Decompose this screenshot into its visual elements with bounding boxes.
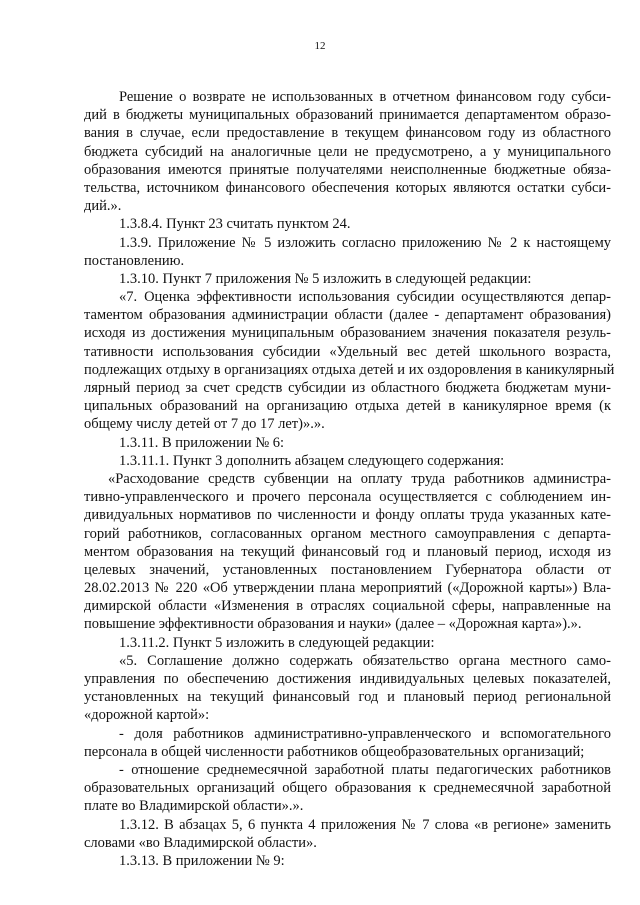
text-line: целевых значений, установленных постановлением Губернатора области от xyxy=(84,561,611,578)
text-line: исходя из достижения муниципальным образованием значения показателя резуль- xyxy=(84,325,611,342)
text-line: 1.3.13. В приложении № 9: xyxy=(119,852,285,869)
document-body xyxy=(84,88,615,870)
text-line: дий.». xyxy=(84,198,122,215)
text-line: тативности использования субсидии «Удельный вес детей школьного возраста, xyxy=(84,343,611,360)
text-line: димирской области «Изменения в отраслях социальной сферы, направленные на xyxy=(84,598,611,615)
text-line: бюджета субсидий на аналогичные цели не предусмотрено, а у муниципального xyxy=(84,143,611,160)
text-line: образования имеются принятые получателями неисполненные бюджетные обяза- xyxy=(84,161,611,178)
text-line: 1.3.8.4. Пункт 23 считать пунктом 24. xyxy=(119,216,351,233)
text-line: «7. Оценка эффективности использования субсидии осуществляются депар- xyxy=(119,289,611,306)
text-line: вания в случае, если предоставление в текущем финансовом году из областного xyxy=(84,125,611,142)
text-line: постановлению. xyxy=(84,252,185,269)
text-line: 1.3.12. В абзацах 5, 6 пункта 4 приложения № 7 слова «в регионе» заменить xyxy=(119,816,611,833)
text-line: «5. Соглашение должно содержать обязательство органа местного само- xyxy=(119,652,611,669)
text-line: 1.3.11.1. Пункт 3 дополнить абзацем следующего содержания: xyxy=(119,452,505,469)
text-line: 1.3.10. Пункт 7 приложения № 5 изложить в следующей редакции: xyxy=(119,270,532,287)
text-line: установленных на текущий финансовый год и плановый период региональной xyxy=(84,689,611,706)
text-line: образовательных организаций общего образования к среднемесячной заработной xyxy=(84,780,611,797)
text-line: Решение о возврате не использованных в отчетном финансовом году субси- xyxy=(119,89,611,105)
text-line: тельства, источником финансового обеспечения которых являются остатки субси- xyxy=(84,179,611,196)
text-line: дий в бюджеты муниципальных образований принимается департаментом образо- xyxy=(84,107,611,124)
text-line: персонала в общей численности работников общеобразовательных организаций; xyxy=(84,743,585,760)
text-line: ципальных образований на организацию отдыха детей в каникулярное время (к xyxy=(84,398,611,415)
text-line: горий работников, согласованных органом местного самоуправления с департа- xyxy=(84,525,611,542)
text-line: - отношение среднемесячной заработной платы педагогических работников xyxy=(119,761,611,778)
text-line: управления по обеспечению достижения индивидуальных целевых показателей, xyxy=(84,671,611,687)
text-line: общему числу детей от 7 до 17 лет)».». xyxy=(84,416,325,433)
text-line: подлежащих отдыху в организациях отдыха детей и их оздоровления в каникулярный xyxy=(84,361,615,378)
text-line: ментом образования на текущий финансовый год и плановый период, исходя из xyxy=(84,543,611,560)
text-line: 1.3.11. В приложении № 6: xyxy=(119,434,285,451)
text-line: лярный период за счет средств субсидии из областного бюджета бюджетам муни- xyxy=(84,380,611,396)
text-line: «дорожной картой»: xyxy=(84,707,210,724)
page-number: 12 xyxy=(314,40,326,52)
text-line: «Расходование средств субвенции на оплату труда работников администра- xyxy=(108,470,611,487)
text-line: таментом образования администрации области (далее - департамент образования) xyxy=(84,307,611,324)
text-line: плате во Владимирской области».». xyxy=(84,798,304,815)
text-line: - доля работников административно-управленческого и вспомогательного xyxy=(119,725,611,742)
text-line: 28.02.2013 № 220 «Об утверждении плана мероприятий («Дорожной карты») Вла- xyxy=(84,580,611,597)
text-line: повышение эффективности образования и науки» (далее – «Дорожная карта»).». xyxy=(84,616,582,633)
text-line: словами «во Владимирской области». xyxy=(84,834,317,851)
text-line: дивидуальных нормативов по численности и фонду оплаты труда указанных кате- xyxy=(84,507,611,524)
text-line: 1.3.9. Приложение № 5 изложить согласно приложению № 2 к настоящему xyxy=(119,234,611,251)
text-line: тивно-управленческого и прочего персонала осуществляется с соблюдением ин- xyxy=(84,489,611,506)
text-line: 1.3.11.2. Пункт 5 изложить в следующей редакции: xyxy=(119,634,435,651)
